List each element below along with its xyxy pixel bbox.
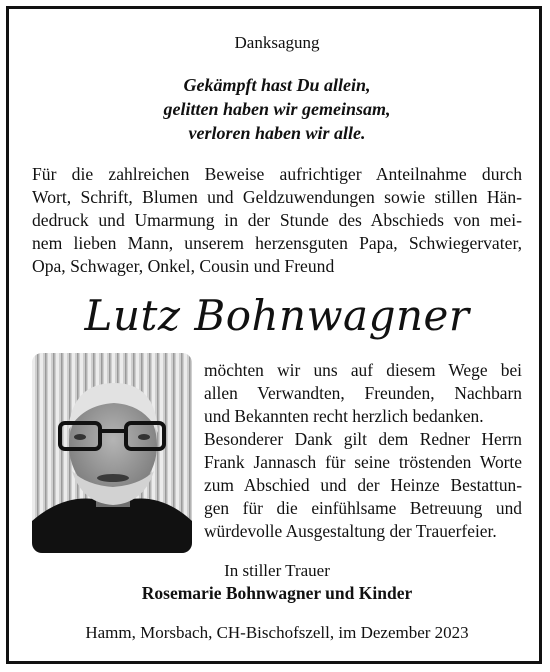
poem-line: verloren haben wir alle. <box>188 123 366 143</box>
thanks-continuation <box>204 359 522 543</box>
paragraph-line: Besonderer Dank gilt dem Redner Herrn <box>204 429 522 449</box>
place-and-date: Hamm, Morsbach, CH-Bischofszell, im Dezember 2023 <box>85 623 469 642</box>
paragraph-line: dedruck und Umarmung in der Stunde des Abschieds von mei- <box>32 210 522 230</box>
paragraph-line: Frank Jannasch für seine tröstenden Worte <box>204 452 522 472</box>
deceased-name: Lutz Bohnwagner <box>84 291 470 340</box>
thanks-paragraph <box>32 163 522 278</box>
paragraph-line: Für die zahlreichen Beweise aufrichtiger Anteilnahme durch <box>32 164 522 184</box>
paragraph-line: Wort, Schrift, Blumen und Geldzuwendungen sowie stillen Hän- <box>32 187 522 207</box>
poem-line: gelitten haben wir gemeinsam, <box>163 99 391 119</box>
paragraph-line: würdevolle Ausgestaltung der Trauerfeier. <box>204 521 497 541</box>
paragraph-line: allen Verwandten, Freunden, Nachbarn <box>204 383 522 403</box>
closing-phrase: In stiller Trauer <box>224 561 330 580</box>
family-signature: Rosemarie Bohnwagner und Kinder <box>141 583 413 603</box>
paragraph-line: gen für die einfühlsame Betreuung und <box>204 498 522 518</box>
poem-line: Gekämpft hast Du allein, <box>183 75 371 95</box>
poem <box>9 73 545 145</box>
paragraph-line: möchten wir uns auf diesem Wege bei <box>204 360 522 380</box>
portrait-image <box>32 353 192 553</box>
paragraph-line: und Bekannten recht herzlich bedanken. <box>204 406 484 426</box>
obituary-notice <box>6 6 542 664</box>
paragraph-line: zum Abschied und der Heinze Bestattun- <box>204 475 522 495</box>
portrait-photo <box>32 353 192 553</box>
notice-heading: Danksagung <box>234 33 320 52</box>
paragraph-line: nem lieben Mann, unserem herzensguten Papa, Schwiegervater, <box>32 233 522 253</box>
paragraph-line: Opa, Schwager, Onkel, Cousin und Freund <box>32 256 335 276</box>
